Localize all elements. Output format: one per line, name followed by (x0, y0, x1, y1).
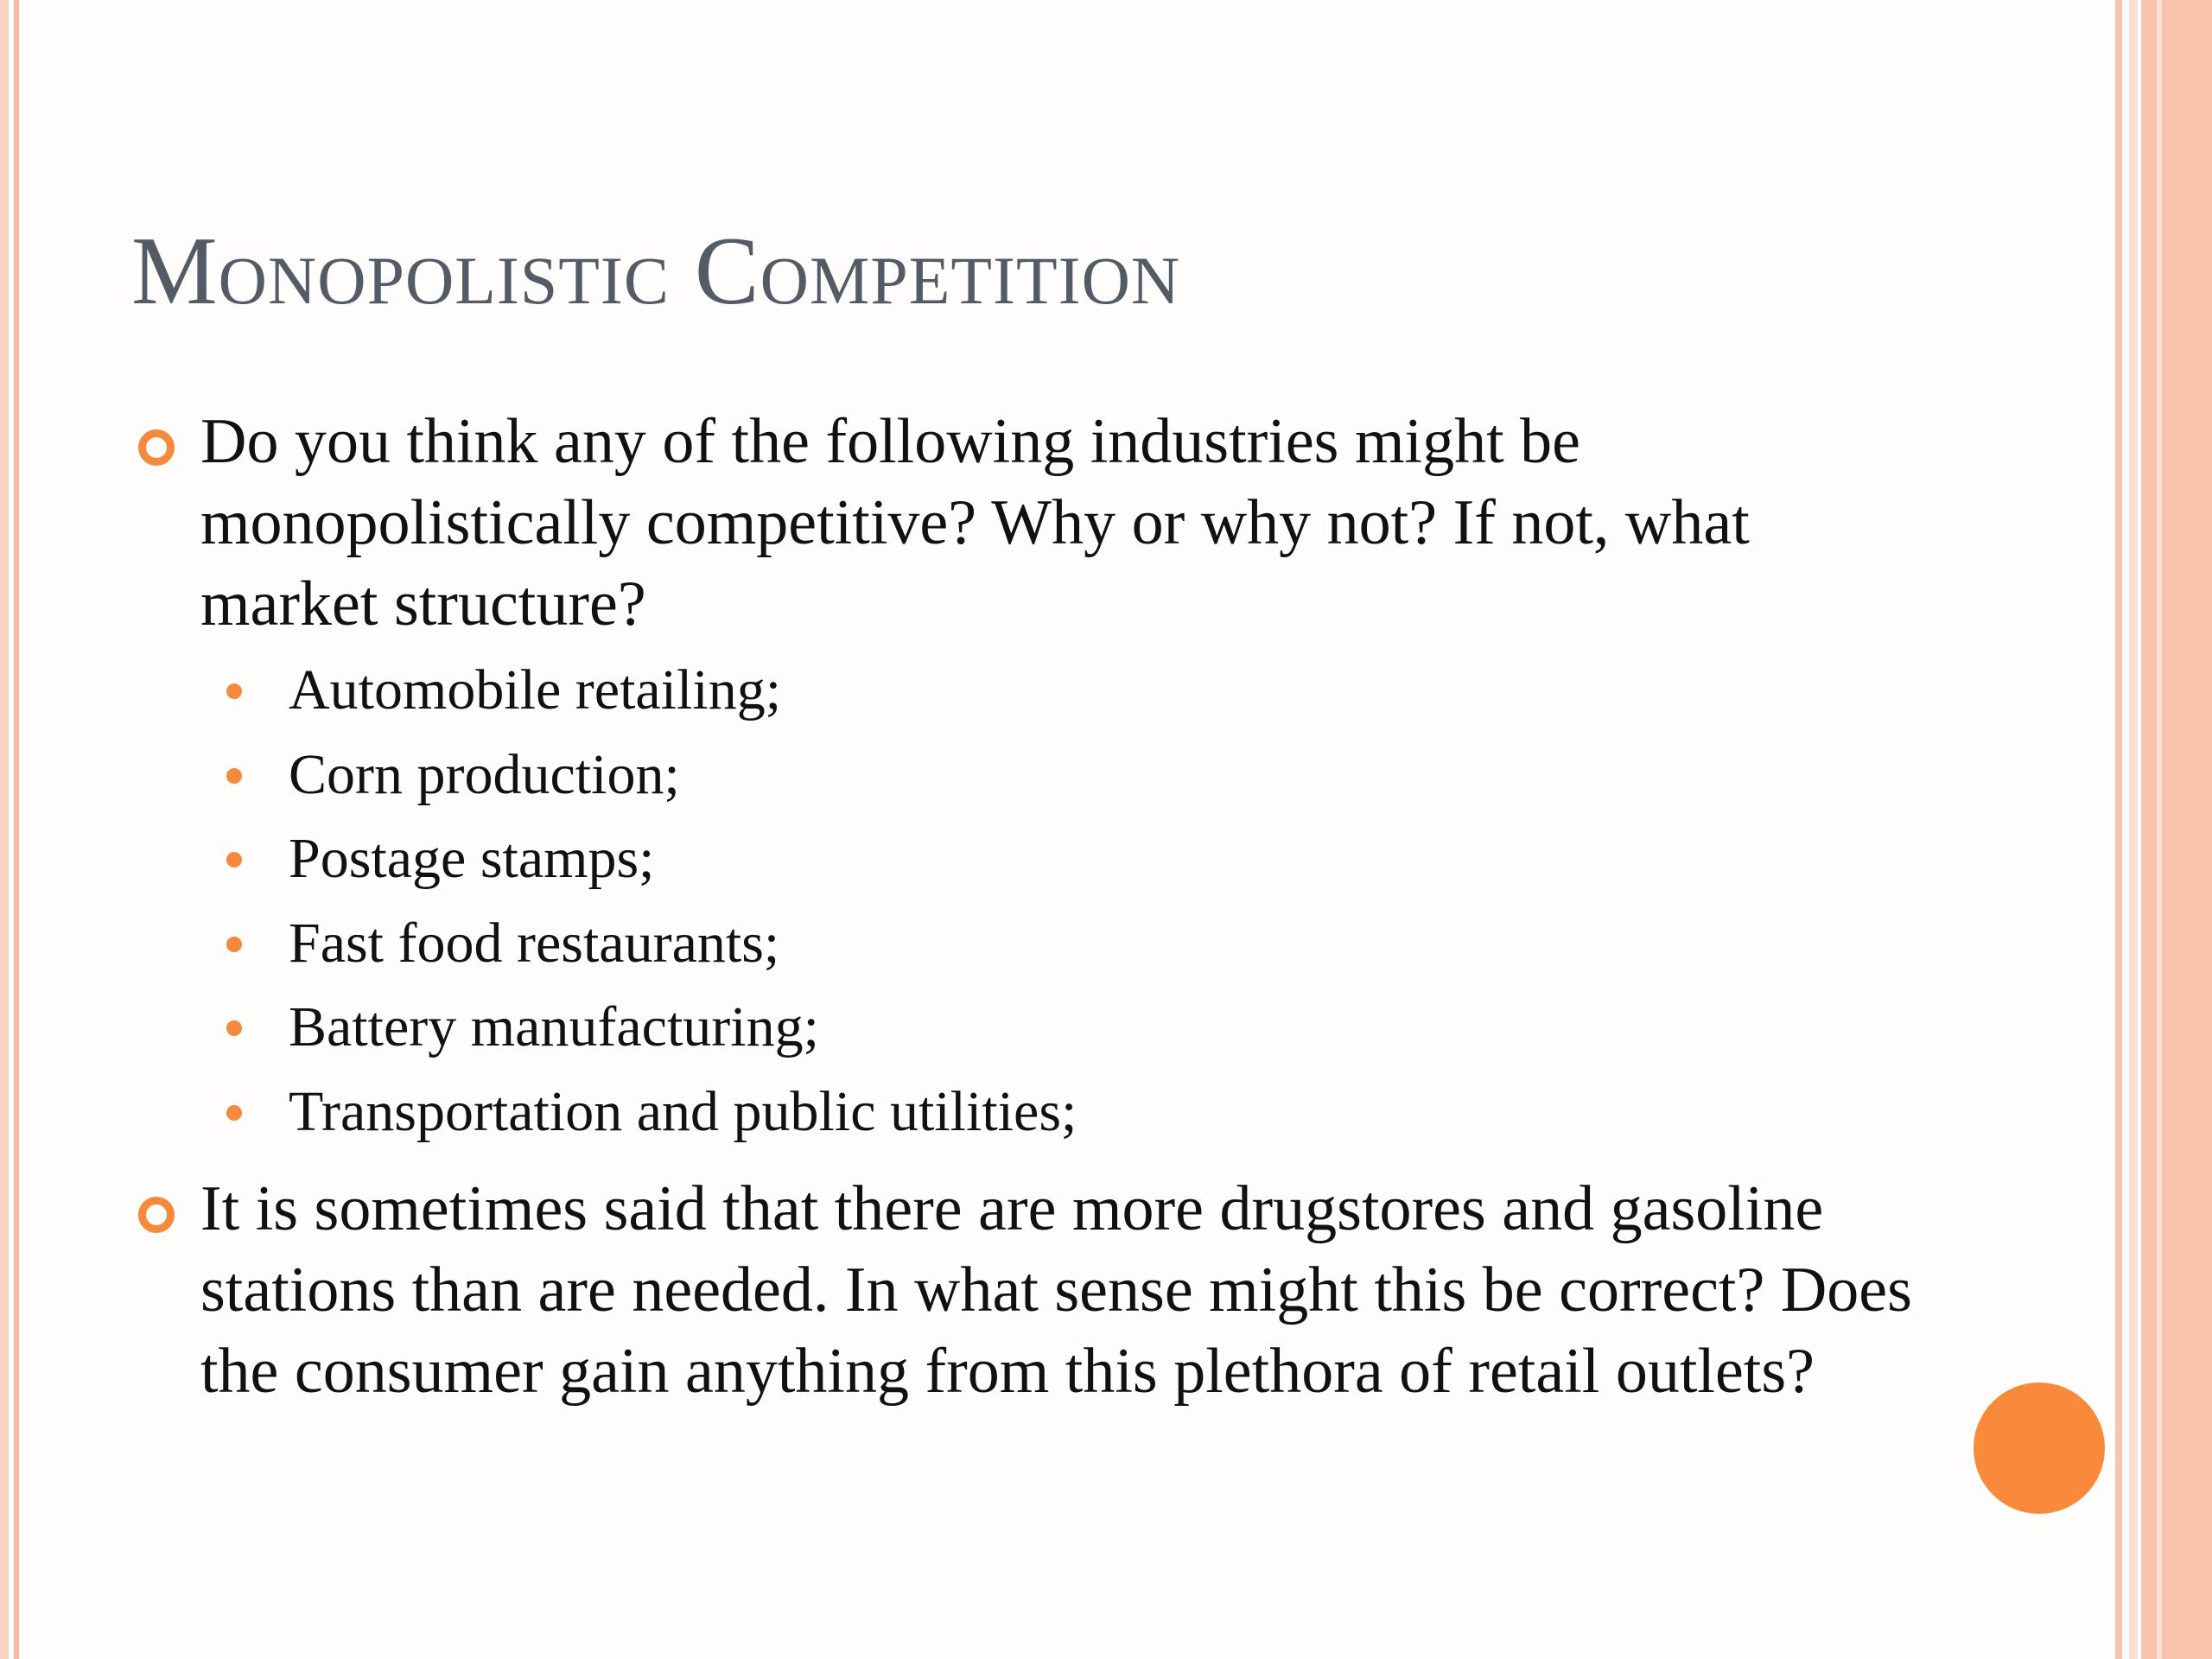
right-border-band (2141, 0, 2212, 1659)
dot-bullet-icon (226, 683, 242, 699)
right-border-band-line (2157, 0, 2162, 1659)
dot-bullet-icon (226, 1020, 242, 1036)
list-item (289, 1070, 1077, 1154)
dot-bullet-icon (226, 852, 242, 868)
dot-bullet-icon (226, 1105, 242, 1121)
left-border-stripe (0, 0, 9, 1659)
dot-bullet-icon (226, 937, 242, 952)
dot-bullet-icon (226, 768, 242, 784)
list-item (289, 733, 1077, 817)
left-border-line (14, 0, 19, 1659)
industry-list (289, 648, 1077, 1154)
list-item-label: Corn production; (289, 742, 680, 806)
ring-bullet-icon (138, 429, 175, 466)
bullet-text: Do you think any of the following industries might be monopolistically competitive? Why or why not? If not, what market structure? (200, 406, 1750, 639)
list-item (289, 648, 1077, 733)
list-item-label: Fast food restaurants; (289, 911, 780, 975)
bullet-question-drugstores (200, 1168, 1929, 1412)
list-item-label: Postage stamps; (289, 827, 655, 890)
ring-bullet-icon (138, 1197, 175, 1233)
list-item-label: Transportation and public utilities; (289, 1079, 1077, 1143)
right-border-line-light (2129, 0, 2138, 1659)
bullet-text: It is sometimes said that there are more drugstores and gasoline stations than are needed. In what sense might this be correct? Does the consumer gain anything from this plethora of retail outlets? (200, 1173, 1912, 1407)
slide-title: Monopolistic Competition (131, 218, 1181, 325)
list-item (289, 817, 1077, 901)
list-item-label: Automobile retailing; (289, 658, 782, 721)
list-item-label: Battery manufacturing; (289, 995, 819, 1058)
list-item (289, 901, 1077, 986)
right-border-line (2115, 0, 2122, 1659)
bullet-question-industries (200, 401, 1929, 645)
list-item (289, 985, 1077, 1070)
orange-circle-decoration (1974, 1382, 2105, 1514)
